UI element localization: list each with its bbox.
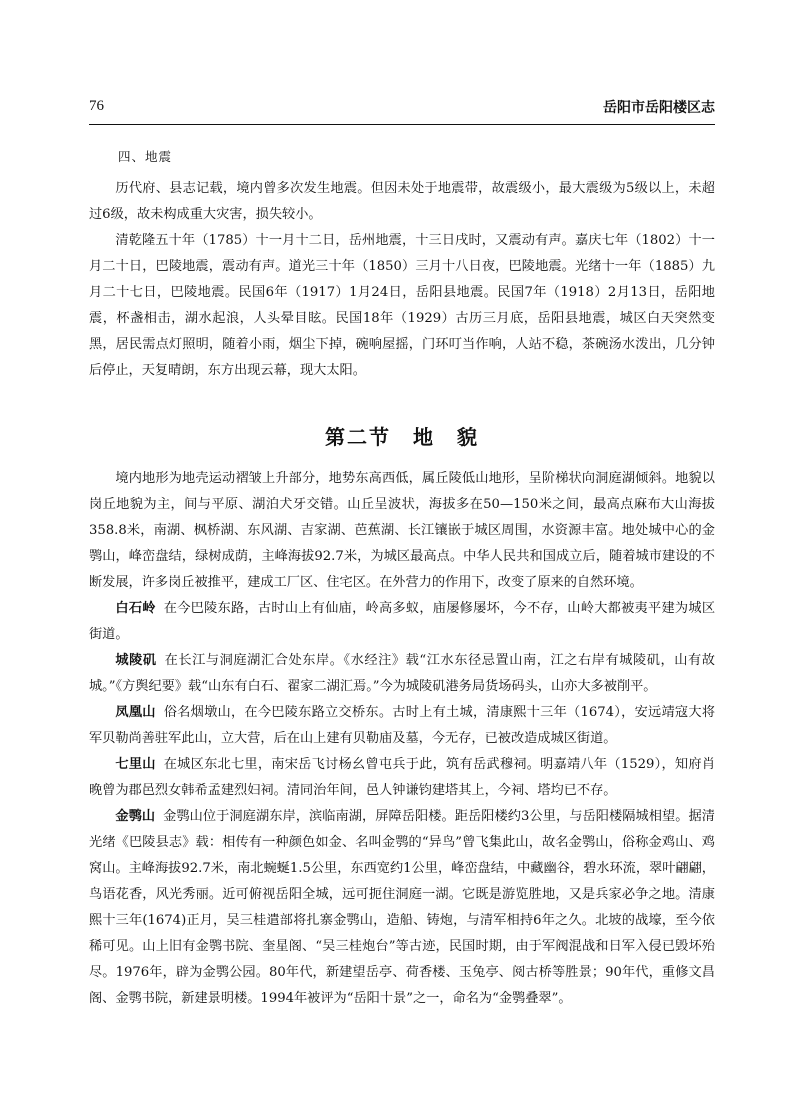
- entry-term: 白石岭: [115, 601, 156, 616]
- page-body: [89, 146, 715, 1012]
- entry-text: 在今巴陵东路，古时山上有仙庙，岭高多蚁，庙屡修屡坏，今不存，山岭大都被夷平建为城区街道。: [89, 601, 716, 642]
- page-header: [89, 98, 715, 122]
- entry-text: 在长江与洞庭湖汇合处东岸。《水经注》载“江水东径忌置山南，江之右岸有城陵矶，山有故城。”《方舆纪要》载“山东有白石、翟家二湖汇焉。”今为城陵矶港务局货场码头，山亦大多被削平。: [89, 653, 715, 694]
- entry-jineshan: [89, 804, 715, 1012]
- entry-fenghuangshan: [89, 700, 715, 752]
- header-rule: [89, 124, 715, 125]
- subsection-heading-earthquake: 四、地震: [118, 149, 173, 164]
- section-title-landform: 第二节 地 貌: [325, 425, 479, 449]
- landform-intro-paragraph: 境内地形为地壳运动褶皱上升部分，地势东高西低，属丘陵低山地形，呈阶梯状向洞庭湖倾斜。地貌以岗丘地貌为主，间与平原、湖泊犬牙交错。山丘呈波状，海拔多在50—150米之间，最高点麻布大山海拔358.8米，南湖、枫桥湖、东风湖、吉家湖、芭蕉湖、长江镶嵌于城区周围，水资源丰富。地处城中心的金鹗山，峰峦盘结，绿树成荫，主峰海拔92.7米，为城区最高点。中华人民共和国成立后，随着城市建设的不断发展，许多岗丘被推平，建成工厂区、住宅区。在外营力的作用下，改变了原来的自然环境。: [89, 471, 715, 590]
- earthquake-paragraph-1: 历代府、县志记载，境内曾多次发生地震。但因未处于地震带，故震级小，最大震级为5级以上，未超过6级，故未构成重大灾害，损失较小。: [89, 181, 715, 222]
- page-number: 76: [89, 98, 104, 114]
- entry-text: 金鹗山位于洞庭湖东岸，滨临南湖，屏障岳阳楼。距岳阳楼约3公里，与岳阳楼隔城相望。据清光绪《巴陵县志》载：相传有一种颜色如金、名叫金鹗的“异鸟”曾飞集此山，故名金鹗山，俗称金鸡山、鸡窝山。主峰海拔92.7米，南北蜿蜒1.5公里，东西宽约1公里，峰峦盘结，中藏幽谷，碧水环流，翠叶翩翩，鸟语花香，风光秀丽。近可俯视岳阳全城，远可扼住洞庭一湖。它既是游览胜地，又是兵家必争之地。清康熙十三年(1674)正月，吴三桂遣部将扎寨金鹗山，造船、铸炮，与清军相持6年之久。北坡的战壕，至今依稀可见。山上旧有金鹗书院、奎星阁、“吴三桂炮台”等古迹，民国时期，由于军阀混战和日军入侵已毁坏殆尽。1976年，辟为金鹗公园。80年代，新建望岳亭、荷香楼、玉兔亭、阅古桥等胜景；90年代，重修文昌阁、金鹗书院，新建景明楼。1994年被评为“岳阳十景”之一，命名为“金鹗叠翠”。: [89, 809, 715, 1006]
- entry-qilishan: [89, 752, 715, 804]
- entry-term: 城陵矶: [115, 653, 157, 668]
- earthquake-paragraph-2: 清乾隆五十年（1785）十一月十二日，岳州地震，十三日戌时，又震动有声。嘉庆七年（1802）十一月二十日，巴陵地震，震动有声。道光三十年（1850）三月十八日夜，巴陵地震。光绪十一年（1885）九月二十七日，巴陵地震。民国6年（1917）1月24日，岳阳县地震。民国7年（1918）2月13日，岳阳地震，杯盏相击，湖水起浪，人头晕目眩。民国18年（1929）古历三月底，岳阳县地震，城区白天突然变黑，居民需点灯照明，随着小雨，烟尘下掉，碗响屋摇，门环叮当作响，人站不稳，茶碗汤水泼出，几分钟后停止，天复晴朗，东方出现云幕，现大太阳。: [89, 233, 715, 378]
- entry-text: 俗名烟墩山，在今巴陵东路立交桥东。古时上有土城，清康熙十三年（1674），安远靖寇大将军贝勒尚善驻军此山，立大营，后在山上建有贝勒庙及墓，今无存，已被改造成城区街道。: [89, 705, 716, 746]
- entry-term: 凤凰山: [115, 705, 156, 720]
- entry-text: 在城区东北七里，南宋岳飞讨杨幺曾屯兵于此，筑有岳武穆祠。明嘉靖八年（1529），知府肖晚曾为郡邑烈女韩希孟建烈妇祠。清同治年间，邑人钟谦钧建塔其上，今祠、塔均已不存。: [89, 757, 716, 798]
- running-title: 岳阳市岳阳楼区志: [603, 100, 715, 116]
- entry-baishiling: [89, 596, 715, 648]
- entry-chenglingji: [89, 648, 715, 700]
- entry-term: 七里山: [115, 757, 156, 772]
- entry-term: 金鹗山: [115, 809, 156, 824]
